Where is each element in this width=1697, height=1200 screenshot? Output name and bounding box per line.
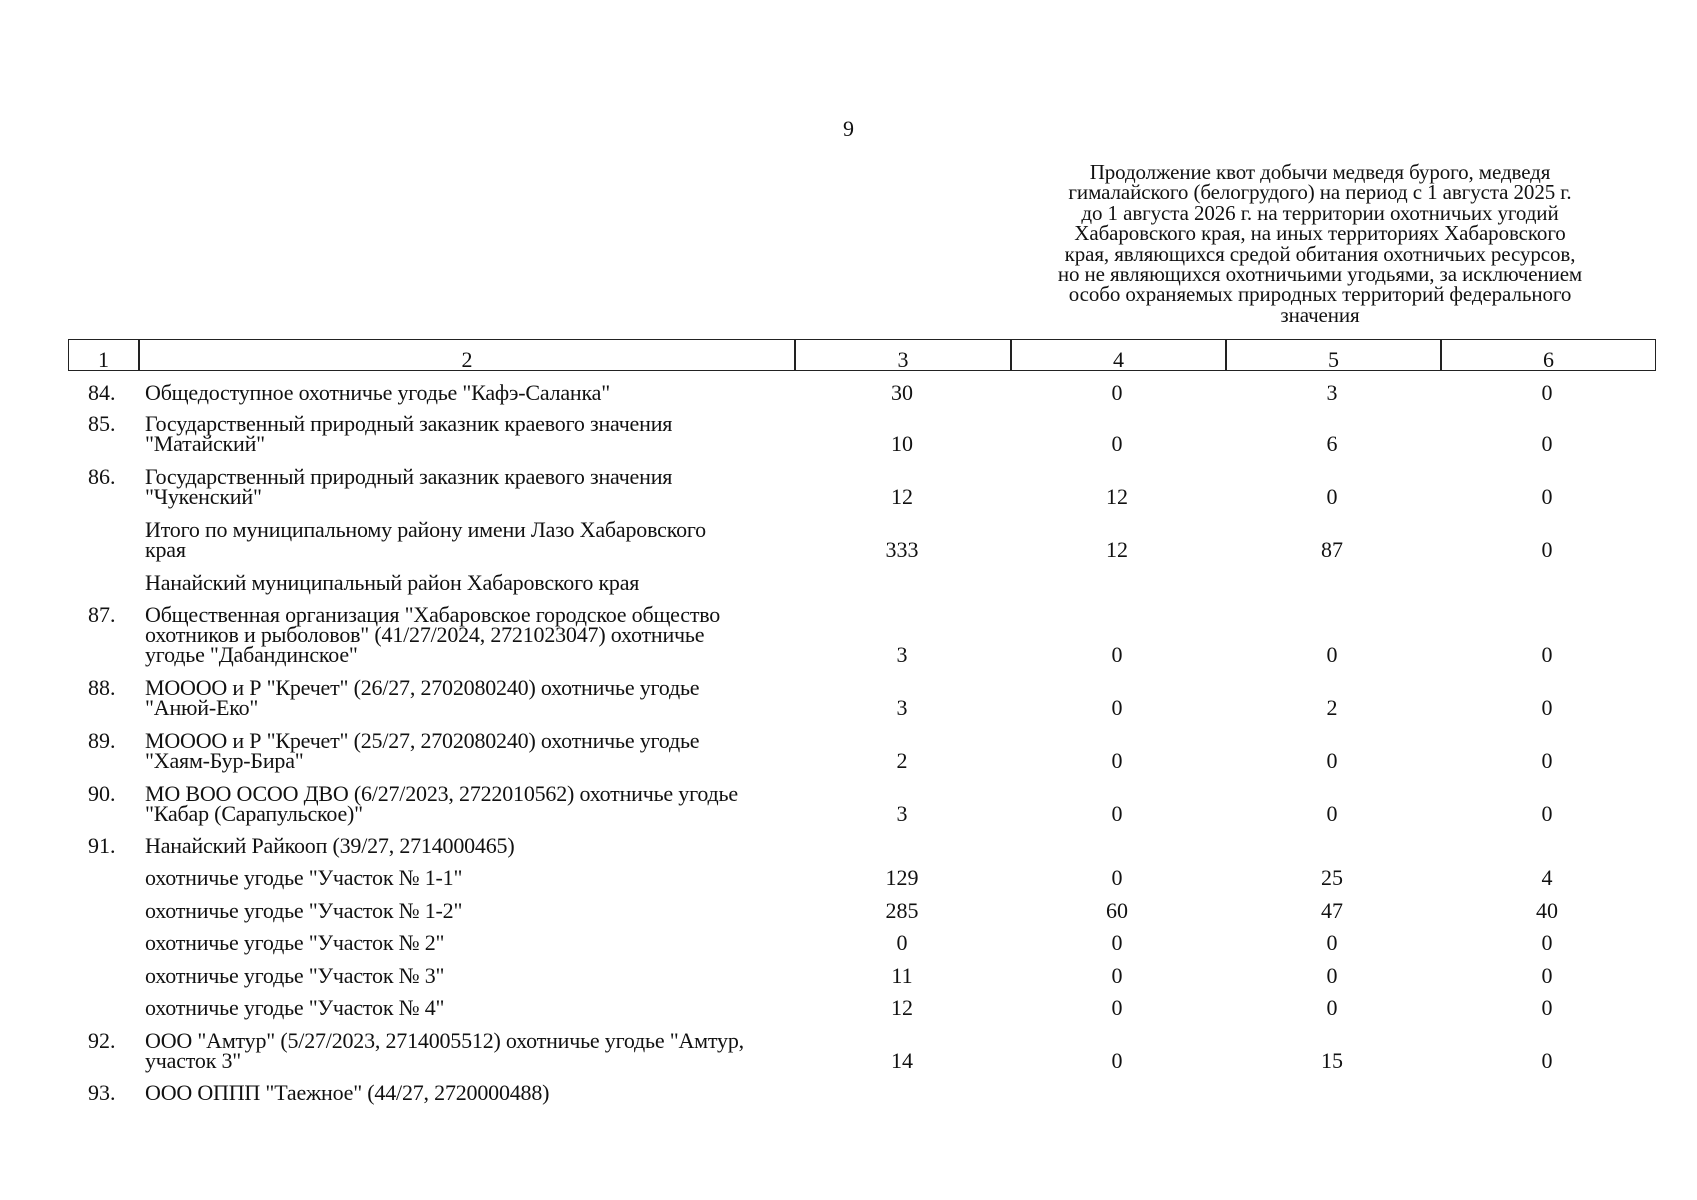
row-name: ООО ОППП "Таежное" (44/27, 2720000488) <box>145 1080 550 1105</box>
row-number: 88. <box>88 675 116 700</box>
cell-col-4: 0 <box>1111 380 1123 405</box>
cell-col-5: 87 <box>1321 537 1343 562</box>
cell-col-6: 0 <box>1541 695 1553 720</box>
caption-line: но не являющихся охотничьими угодьями, за исключением <box>1057 262 1583 287</box>
cell-col-4: 0 <box>1111 865 1123 890</box>
row-name <box>145 380 800 405</box>
cell-col-5: 0 <box>1326 801 1338 826</box>
cell-col-3: 10 <box>891 431 913 456</box>
row-name-line: Общественная организация "Хабаровское городское общество <box>145 602 721 627</box>
cell-col-4: 0 <box>1111 642 1123 667</box>
table-caption <box>1010 162 1630 325</box>
row-name-line: "Хаям-Бур-Бира" <box>145 748 304 773</box>
row-name-line: "Кабар (Сарапульское)" <box>145 801 363 826</box>
cell-col-5: 0 <box>1326 748 1338 773</box>
cell-col-4: 60 <box>1106 898 1128 923</box>
cell-col-6: 0 <box>1541 963 1553 988</box>
row-name: охотничье угодье "Участок № 1-1" <box>145 865 463 890</box>
row-name <box>145 411 800 456</box>
cell-col-3: 2 <box>896 748 908 773</box>
row-name: Нанайский Райкооп (39/27, 2714000465) <box>145 833 515 858</box>
row-name <box>145 728 800 773</box>
column-header-3: 3 <box>795 339 1011 371</box>
caption-line: значения <box>1280 302 1360 327</box>
row-name-line: угодье "Дабандинское" <box>145 642 358 667</box>
row-name-line: Государственный природный заказник краевого значения <box>145 411 673 436</box>
row-name <box>145 464 800 509</box>
cell-col-5: 2 <box>1326 695 1338 720</box>
cell-col-4: 0 <box>1111 695 1123 720</box>
cell-col-3: 0 <box>896 930 908 955</box>
cell-col-3: 333 <box>885 537 919 562</box>
caption-line: Продолжение квот добычи медведя бурого, медведя <box>1089 160 1551 184</box>
cell-col-6: 0 <box>1541 537 1553 562</box>
table-header <box>68 339 1656 371</box>
row-number: 87. <box>88 602 116 627</box>
cell-col-6: 4 <box>1541 865 1553 890</box>
cell-col-5: 3 <box>1326 380 1338 405</box>
cell-col-5: 0 <box>1326 930 1338 955</box>
row-name-line: "Матайский" <box>145 431 265 456</box>
cell-col-4: 0 <box>1111 1048 1123 1073</box>
row-name <box>145 781 800 826</box>
column-header-5: 5 <box>1226 339 1441 371</box>
cell-col-4: 0 <box>1111 963 1123 988</box>
row-number: 90. <box>88 781 116 806</box>
cell-col-3: 3 <box>896 695 908 720</box>
cell-col-4: 0 <box>1111 801 1123 826</box>
cell-col-6: 0 <box>1541 484 1553 509</box>
row-name-line: Государственный природный заказник краевого значения <box>145 464 673 489</box>
cell-col-5: 15 <box>1321 1048 1343 1073</box>
row-name <box>145 517 800 562</box>
section-heading: Нанайский муниципальный район Хабаровского края <box>145 570 640 595</box>
cell-col-3: 14 <box>891 1048 913 1073</box>
cell-col-5: 0 <box>1326 642 1338 667</box>
caption-line: до 1 августа 2026 г. на территории охотничьих угодий <box>1081 200 1559 225</box>
column-header-1: 1 <box>68 339 139 371</box>
cell-col-5: 0 <box>1326 963 1338 988</box>
row-name <box>145 675 800 720</box>
column-header-6: 6 <box>1441 339 1656 371</box>
row-name-line: МО ВОО ОСОО ДВО (6/27/2023, 2722010562) охотничье угодье <box>145 781 738 806</box>
cell-col-5: 47 <box>1321 898 1343 923</box>
row-number: 91. <box>88 833 116 858</box>
cell-col-3: 12 <box>891 484 913 509</box>
cell-col-5: 0 <box>1326 484 1338 509</box>
row-number: 84. <box>88 380 116 405</box>
caption-line: гималайского (белогрудого) на период с 1 августа 2025 г. <box>1068 180 1572 205</box>
cell-col-6: 0 <box>1541 380 1553 405</box>
row-name-line: "Чукенский" <box>145 484 262 509</box>
caption-line: края, являющихся средой обитания охотничьих ресурсов, <box>1064 241 1576 266</box>
page-number: 9 <box>843 116 854 141</box>
row-name: охотничье угодье "Участок № 4" <box>145 995 445 1020</box>
row-name-line: МОООО и Р "Кречет" (26/27, 2702080240) охотничье угодье <box>145 675 700 700</box>
row-name: охотничье угодье "Участок № 3" <box>145 963 445 988</box>
cell-col-6: 0 <box>1541 1048 1553 1073</box>
cell-col-3: 3 <box>896 801 908 826</box>
row-name: охотничье угодье "Участок № 1-2" <box>145 898 463 923</box>
column-header-2: 2 <box>139 339 795 371</box>
cell-col-3: 285 <box>885 898 919 923</box>
row-name: охотничье угодье "Участок № 2" <box>145 930 445 955</box>
cell-col-4: 0 <box>1111 431 1123 456</box>
cell-col-6: 0 <box>1541 801 1553 826</box>
row-name-line: участок 3" <box>145 1048 242 1073</box>
cell-col-4: 0 <box>1111 748 1123 773</box>
column-header-4: 4 <box>1011 339 1226 371</box>
row-name-line: "Анюй-Еко" <box>145 695 259 720</box>
cell-col-4: 0 <box>1111 995 1123 1020</box>
cell-col-5: 6 <box>1326 431 1338 456</box>
cell-col-5: 0 <box>1326 995 1338 1020</box>
row-number: 92. <box>88 1028 116 1053</box>
caption-line: Хабаровского края, на иных территориях Хабаровского <box>1074 221 1566 246</box>
row-number: 89. <box>88 728 116 753</box>
cell-col-6: 0 <box>1541 748 1553 773</box>
cell-col-4: 12 <box>1106 537 1128 562</box>
row-name-line: края <box>145 537 186 562</box>
row-name-line: охотников и рыболовов" (41/27/2024, 2721023047) охотничье <box>145 622 705 647</box>
row-name-line: Общедоступное охотничье угодье "Кафэ-Саланка" <box>145 380 610 405</box>
row-name <box>145 602 800 667</box>
row-name <box>145 1028 800 1073</box>
cell-col-3: 30 <box>891 380 913 405</box>
cell-col-3: 12 <box>891 995 913 1020</box>
cell-col-4: 12 <box>1106 484 1128 509</box>
row-name-line: Итого по муниципальному району имени Лазо Хабаровского <box>145 517 706 542</box>
row-number: 86. <box>88 464 116 489</box>
cell-col-3: 3 <box>896 642 908 667</box>
cell-col-3: 129 <box>885 865 919 890</box>
row-name-line: ООО "Амтур" (5/27/2023, 2714005512) охотничье угодье "Амтур, <box>145 1028 744 1053</box>
row-number: 85. <box>88 411 116 436</box>
row-name-line: МОООО и Р "Кречет" (25/27, 2702080240) охотничье угодье <box>145 728 700 753</box>
cell-col-6: 40 <box>1536 898 1558 923</box>
cell-col-6: 0 <box>1541 642 1553 667</box>
cell-col-6: 0 <box>1541 431 1553 456</box>
cell-col-5: 25 <box>1321 865 1343 890</box>
caption-line: особо охраняемых природных территорий федерального <box>1068 282 1572 307</box>
cell-col-6: 0 <box>1541 995 1553 1020</box>
row-number: 93. <box>88 1080 116 1105</box>
cell-col-4: 0 <box>1111 930 1123 955</box>
cell-col-3: 11 <box>891 963 913 988</box>
cell-col-6: 0 <box>1541 930 1553 955</box>
